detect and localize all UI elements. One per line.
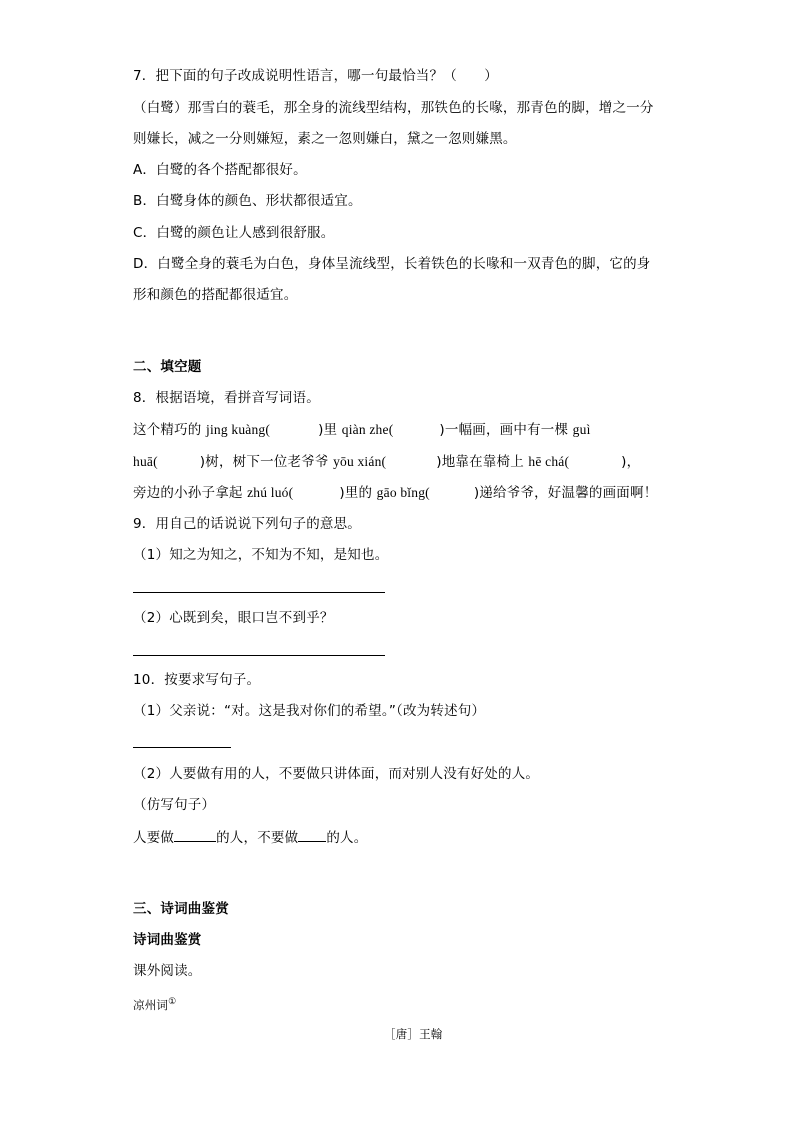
- q9-sub1: （1）知之为知之，不知为不知，是知也。: [133, 547, 389, 563]
- q7-passage-line2: 则嫌长，减之一分则嫌短，素之一忽则嫌白，黛之一忽则嫌黑。: [133, 131, 517, 147]
- answer-line[interactable]: [133, 592, 385, 593]
- q7-option-d: D．白鹭全身的蓑毛为白色，身体呈流线型，长着铁色的长喙和一双青色的脚，它的身: [133, 256, 651, 272]
- imitate-text2: 的人，不要做: [216, 830, 299, 846]
- q7-option-d-cont: 形和颜色的搭配都很适宜。: [133, 287, 298, 303]
- q8-pinyin-hua: huā(: [133, 454, 158, 469]
- answer-blank[interactable]: [174, 827, 216, 842]
- q8-l1-text1: 这个精巧的: [133, 422, 206, 438]
- q8-line1: [133, 420, 591, 440]
- q10-sub2: （2）人要做有用的人，不要做只讲体面，而对别人没有好处的人。: [133, 766, 540, 782]
- q7-option-b: B．白鹭身体的颜色、形状都很适宜。: [133, 193, 362, 209]
- reading-instruction: 课外阅读。: [133, 963, 202, 979]
- answer-line[interactable]: [133, 747, 231, 748]
- q8-line2: [133, 452, 640, 472]
- q8-l2-text1: )树，树下一位老爷爷: [199, 454, 334, 470]
- q8-l3-text2: )里的: [339, 485, 377, 501]
- q7-stem: 7．把下面的句子改成说明性语言，哪一句最恰当？（ ）: [133, 68, 498, 84]
- q9-stem: 9．用自己的话说说下列句子的意思。: [133, 516, 361, 532]
- q8-pinyin-jingkuang: jing kuàng(: [206, 422, 271, 437]
- q10-sub1: （1）父亲说：“对。这是我对你们的希望。”（改为转述句）: [133, 703, 486, 719]
- q10-sub2-note: （仿写句子）: [133, 797, 216, 813]
- q8-l1-text3: )一幅画，画中有一棵: [439, 422, 573, 438]
- answer-blank[interactable]: [298, 827, 326, 842]
- section3-subtitle: 诗词曲鉴赏: [133, 932, 202, 948]
- imitate-text3: 的人。: [326, 830, 368, 846]
- q8-pinyin-qianzhe: qiàn zhe(: [341, 422, 394, 437]
- q8-pinyin-hecha: hē chá(: [528, 454, 570, 469]
- q8-l2-text3: )，: [621, 454, 641, 470]
- answer-line[interactable]: [133, 655, 385, 656]
- q7-passage-line1: （白鹭）那雪白的蓑毛，那全身的流线型结构，那铁色的长喙，那青色的脚，增之一分: [133, 100, 654, 116]
- q8-pinyin-zhuluo: zhú luó(: [247, 485, 294, 500]
- q8-l1-text2: )里: [318, 422, 342, 438]
- q8-line3: [133, 483, 657, 503]
- q8-stem: 8．根据语境，看拼音写词语。: [133, 390, 320, 406]
- section2-title: 二、填空题: [133, 359, 202, 375]
- poem-title-text: 凉州词: [133, 997, 169, 1012]
- q10-imitate-line: [133, 827, 367, 848]
- q9-sub2: （2）心既到矣，眼口岂不到乎？: [133, 610, 334, 626]
- poem-title: [133, 992, 176, 1015]
- footnote-marker: ①: [168, 997, 177, 1007]
- section3-title: 三、诗词曲鉴赏: [133, 901, 229, 917]
- q8-l2-text2: )地靠在靠椅上: [436, 454, 529, 470]
- poem-author: ［唐］王翰: [384, 1027, 443, 1041]
- q8-pinyin-gaobing: gāo bǐng(: [376, 485, 430, 500]
- q8-pinyin-youxian: yōu xián(: [333, 454, 387, 469]
- q7-option-c: C．白鹭的颜色让人感到很舒服。: [133, 225, 335, 241]
- q8-l3-text3: )递给爷爷，好温馨的画面啊！: [473, 485, 658, 501]
- imitate-text1: 人要做: [133, 830, 175, 846]
- q7-option-a: A．白鹭的各个搭配都很好。: [133, 162, 307, 178]
- q10-stem: 10．按要求写句子。: [133, 672, 261, 688]
- q8-l3-text1: 旁边的小孙子拿起: [133, 485, 248, 501]
- q8-pinyin-gui: guì: [572, 422, 591, 437]
